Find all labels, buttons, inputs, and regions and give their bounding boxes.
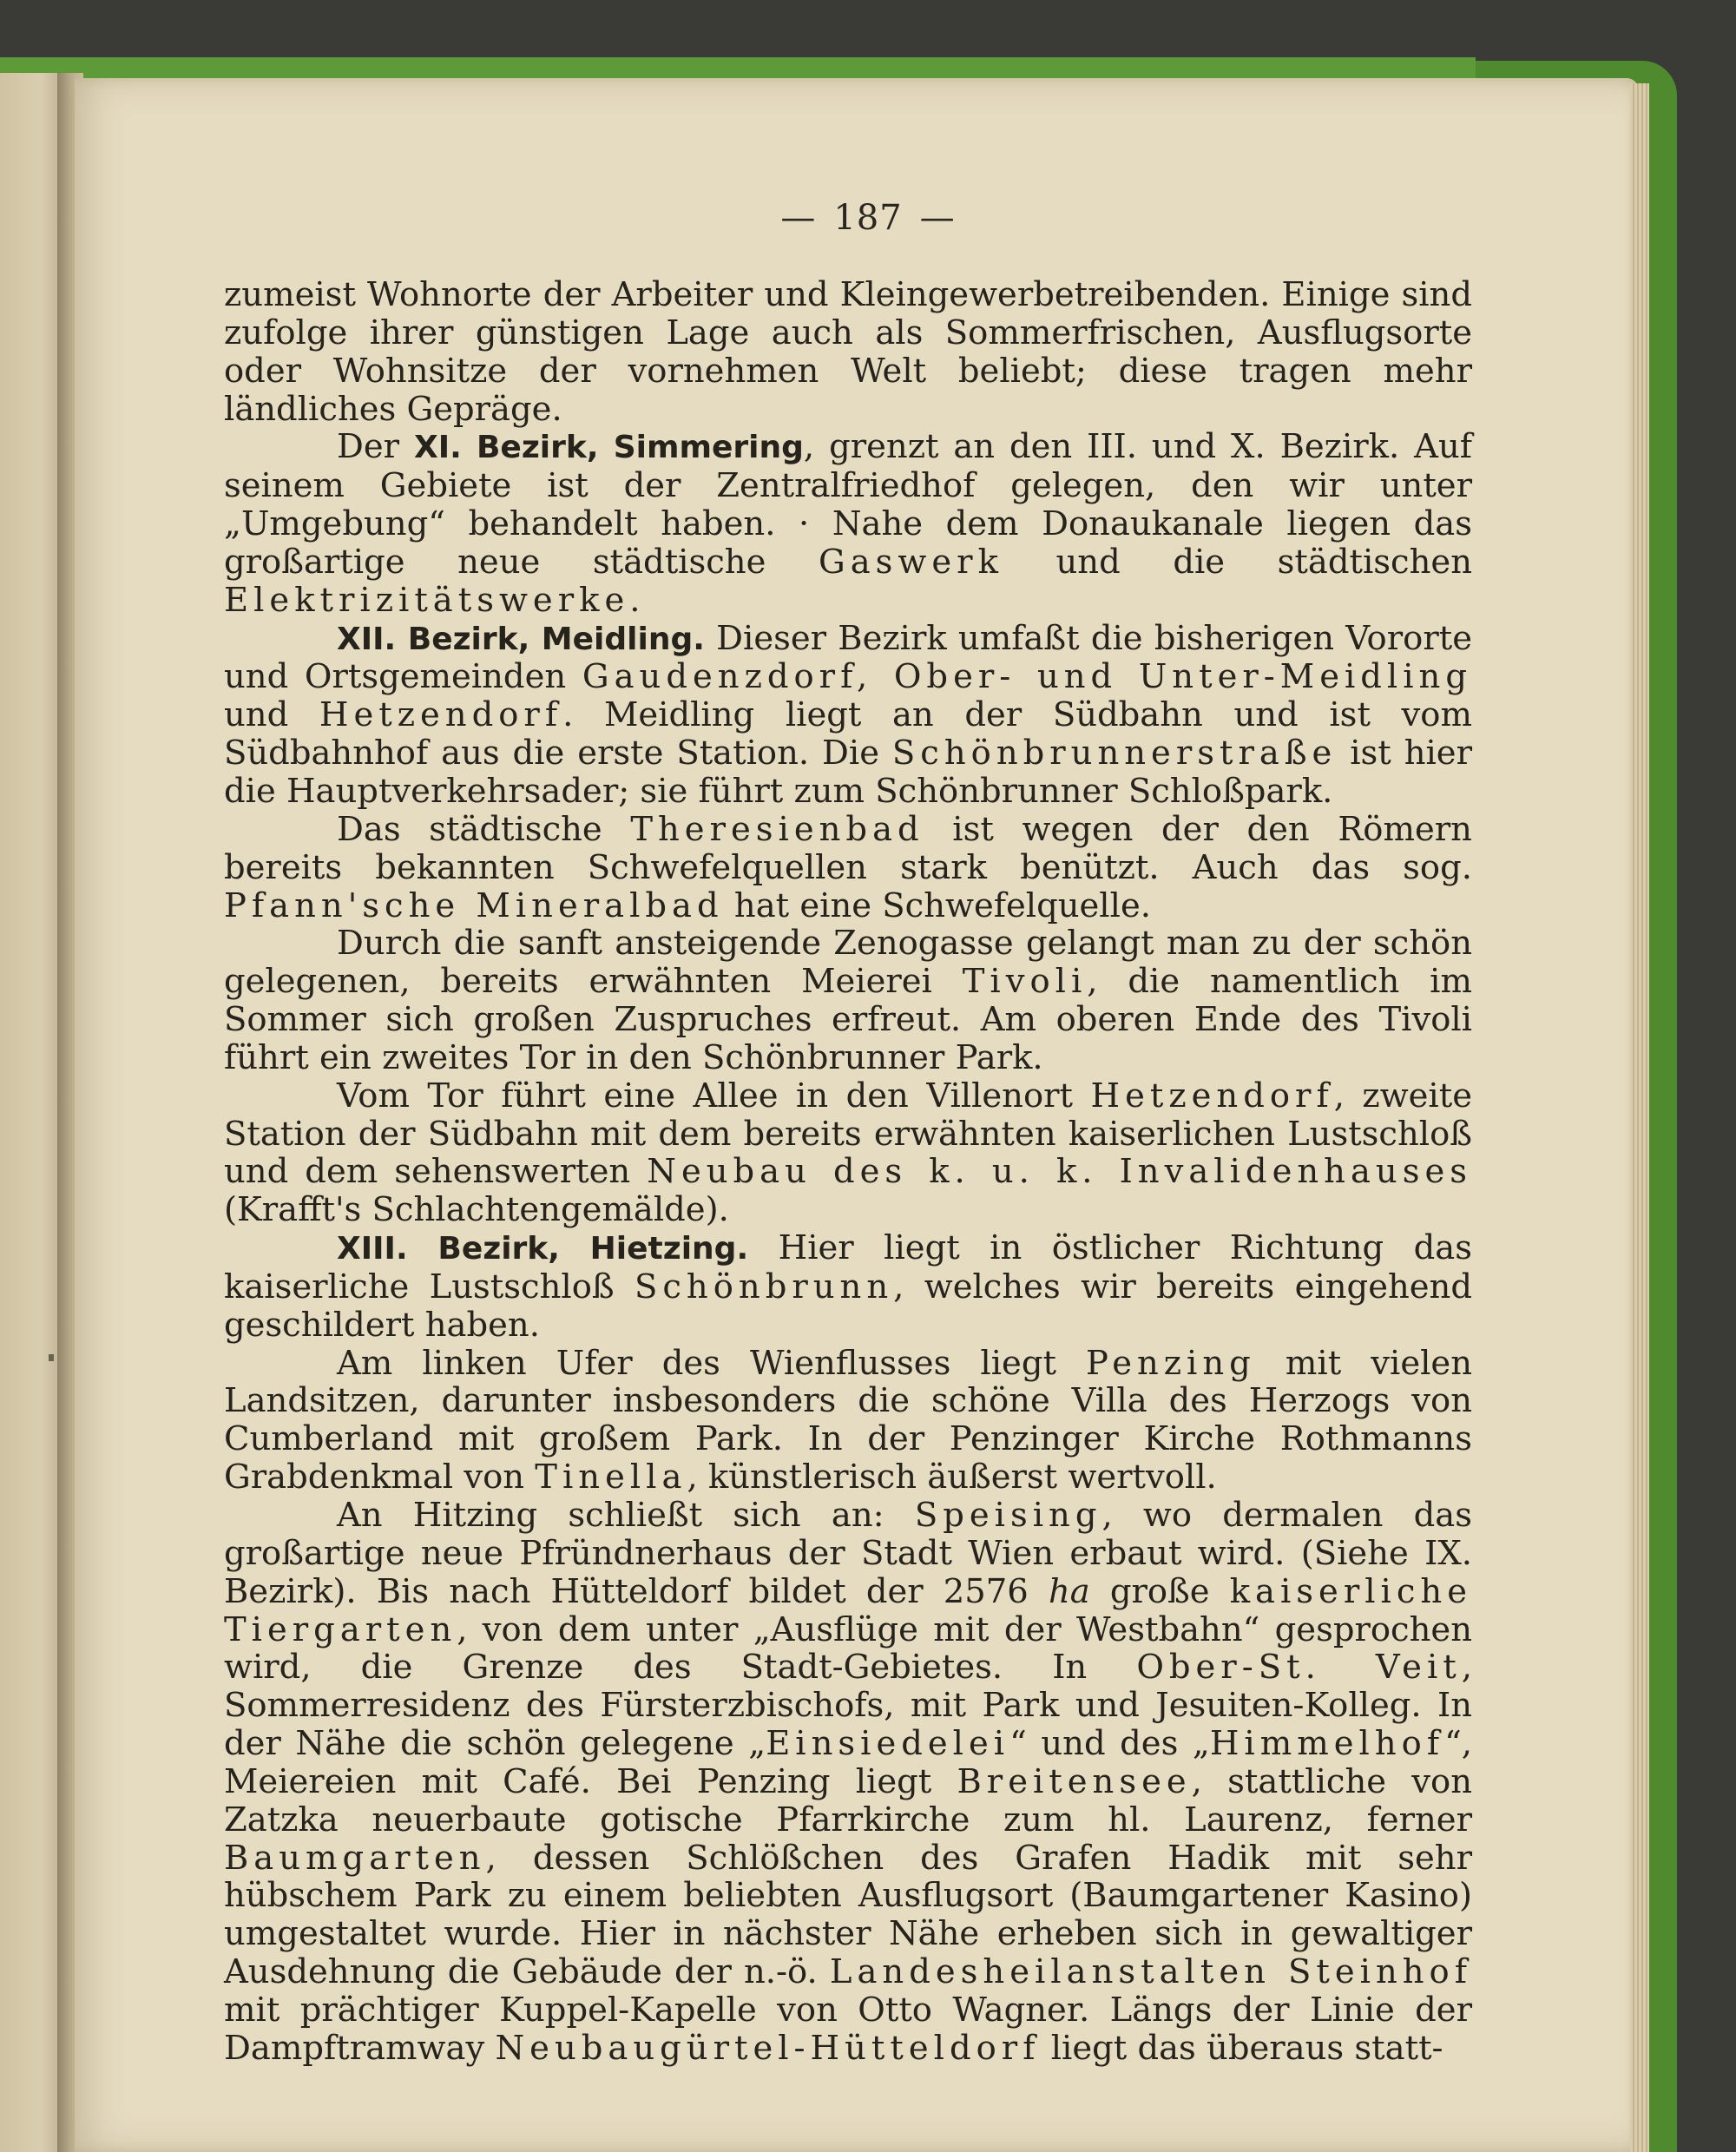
text-run: , Sommerresidenz des Fürsterzbischofs, mit Park und Jesuiten-Kolleg. In der Nähe die schön gelegene „ bbox=[224, 1648, 1472, 1764]
district-heading: XI. Bezirk, Simmering bbox=[413, 430, 804, 466]
district-heading: XIII. Bezirk, Hietzing. bbox=[337, 1231, 749, 1267]
text-run: hat eine Schwefelquelle. bbox=[723, 885, 1151, 925]
text-run: An Hitzing schließt sich an: bbox=[337, 1496, 915, 1535]
paragraph bbox=[224, 1497, 1472, 2068]
text-run: Das städtische bbox=[337, 809, 631, 849]
spaced-name: Einsiedelei bbox=[766, 1724, 1010, 1764]
text-run: “ und des „ bbox=[1009, 1724, 1210, 1764]
text-run: liegt das überaus statt- bbox=[1040, 2028, 1443, 2068]
text-run: ha bbox=[1048, 1571, 1090, 1611]
spaced-name: Tinella bbox=[535, 1458, 687, 1497]
spaced-name: Baumgarten bbox=[224, 1838, 486, 1878]
page-number-value: 187 bbox=[833, 198, 903, 238]
text-run: (Krafft's Schlachtengemälde). bbox=[224, 1190, 729, 1230]
paragraph bbox=[224, 811, 1472, 925]
spaced-name: Schönbrunn bbox=[634, 1267, 894, 1306]
text-run: , künstlerisch äußerst wertvoll. bbox=[687, 1458, 1217, 1497]
spaced-name: Hetzendorf bbox=[1090, 1076, 1334, 1115]
page-body-text bbox=[224, 276, 1472, 2068]
page-number: — 187 — bbox=[780, 198, 956, 238]
cover-edge bbox=[0, 57, 1476, 80]
text-run: große bbox=[1089, 1571, 1230, 1611]
text-run: mit vielen Landsitzen, darunter insbesonders die schöne Villa des Herzogs von Cumberland mit großem Park. In der Penzinger Kirche Rothmanns Grabdenkmal von bbox=[224, 1343, 1472, 1497]
spaced-name: Hetzendorf bbox=[319, 695, 563, 735]
spaced-name: Elektrizitätswerke bbox=[224, 580, 630, 620]
text-run: ist hier die Hauptverkehrsader; sie führt zum Schönbrunner Schloßpark. bbox=[224, 734, 1472, 811]
paragraph bbox=[224, 925, 1472, 1076]
spaced-name: Gaudenzdorf, Ober- und Unter-Meidling bbox=[582, 657, 1473, 697]
text-run: , wo dermalen das großartige neue Pfründnerhaus der Stadt Wien erbaut wird. (Siehe IX. Bezirk). Bis nach Hütteldorf bildet der 2576 bbox=[224, 1496, 1472, 1611]
text-run: Vom Tor führt eine Allee in den Villenort bbox=[337, 1076, 1091, 1115]
paragraph bbox=[224, 1345, 1472, 1497]
spaced-name: Neubaugürtel-Hütteldorf bbox=[495, 2028, 1041, 2068]
paragraph bbox=[224, 428, 1472, 619]
text-run: “, Meiereien mit Café. Bei Penzing liegt bbox=[224, 1724, 1473, 1801]
paragraph bbox=[224, 276, 1472, 428]
paragraph bbox=[224, 1077, 1472, 1229]
spaced-name: Ober-St. Veit bbox=[1136, 1648, 1462, 1688]
spaced-name: Neubau des k. u. k. Invalidenhauses bbox=[647, 1152, 1472, 1192]
text-run: , stattliche von Zatzka neuerbaute gotische Pfarrkirche zum hl. Laurenz, ferner bbox=[224, 1761, 1473, 1839]
spine-mark bbox=[49, 1354, 54, 1361]
text-run: und die städtischen bbox=[1003, 542, 1472, 582]
paragraph bbox=[224, 620, 1472, 811]
text-run: Hier liegt in östlicher Richtung das kaiserliche Lustschloß bbox=[224, 1228, 1472, 1306]
spaced-name: Gaswerk bbox=[818, 542, 1003, 582]
text-run: Dieser Bezirk umfaßt die bisherigen Vororte und Ortsgemeinden bbox=[224, 618, 1472, 697]
spaced-name: Himmelhof bbox=[1209, 1724, 1445, 1764]
spaced-name: Tivoli bbox=[962, 962, 1088, 1002]
text-run: , grenzt an den III. und X. Bezirk. Auf seinem Gebiete ist der Zentralfriedhof gelegen, den wir unter „Umgebung“ behandelt haben. · Nahe dem Donaukanale liegen das großartige neue städtische bbox=[224, 427, 1472, 582]
text-run: mit prächtiger Kuppel-Kapelle von Otto Wagner. Längs der Linie der Dampftramway bbox=[224, 1990, 1472, 2068]
spaced-name: Theresienbad bbox=[630, 809, 924, 849]
page-edges bbox=[1630, 83, 1649, 2152]
spaced-name: Landesheilanstalten Steinhof bbox=[829, 1952, 1472, 1992]
spaced-name: Pfann'sche Mineralbad bbox=[224, 885, 724, 925]
text-run: . Meidling liegt an der Südbahn und ist vom Südbahnhof aus die erste Station. Die bbox=[224, 695, 1472, 773]
text-run: , welches wir bereits eingehend geschildert haben. bbox=[224, 1267, 1472, 1345]
text-run: , die namentlich im Sommer sich großen Zuspruches erfreut. Am oberen Ende des Tivoli führt ein zweites Tor in den Schönbrunner Park. bbox=[224, 962, 1472, 1077]
spaced-name: kaiserliche Tiergarten bbox=[224, 1571, 1472, 1649]
text-run: , von dem unter „Ausflüge mit der Westbahn“ gesprochen wird, die Grenze des Stadt-Gebietes. In bbox=[224, 1609, 1472, 1688]
spaced-name: Speising bbox=[914, 1496, 1102, 1535]
text-run: , zweite Station der Südbahn mit dem bereits erwähnten kaiserlichen Lustschloß und dem sehenswerten bbox=[224, 1076, 1472, 1192]
text-run: Am linken Ufer des Wienflusses liegt bbox=[337, 1343, 1087, 1383]
text-run: und bbox=[224, 695, 319, 735]
text-run: ist wegen der den Römern bereits bekannten Schwefelquellen stark benützt. Auch das sog. bbox=[224, 809, 1472, 887]
text-run: . bbox=[629, 580, 641, 620]
text-run: , dessen Schlößchen des Grafen Hadik mit sehr hübschem Park zu einem beliebten Ausflugsort (Baumgartener Kasino) umgestaltet wurde. Hier in nächster Nähe erheben sich in gewaltiger Ausdehnung die Gebäude der n.-ö. bbox=[224, 1838, 1472, 1992]
text-run: Der bbox=[337, 427, 414, 467]
spaced-name: Breitensee bbox=[957, 1761, 1192, 1801]
spaced-name: Schönbrunnerstraße bbox=[891, 734, 1338, 773]
paragraph bbox=[224, 1229, 1472, 1345]
district-heading: XII. Bezirk, Meidling. bbox=[337, 621, 705, 657]
text-run: Durch die sanft ansteigende Zenogasse gelangt man zu der schön gelegenen, bereits erwähnten Meierei bbox=[224, 924, 1472, 1002]
text-run: zumeist Wohnorte der Arbeiter und Kleingewerbetreibenden. Einige sind zufolge ihrer günstigen Lage auch als Sommerfrischen, Ausflugsorte oder Wohnsitze der vornehmen Welt beliebt; diese tragen mehr ländliches Gepräge. bbox=[224, 275, 1472, 429]
spaced-name: Penzing bbox=[1086, 1343, 1256, 1383]
